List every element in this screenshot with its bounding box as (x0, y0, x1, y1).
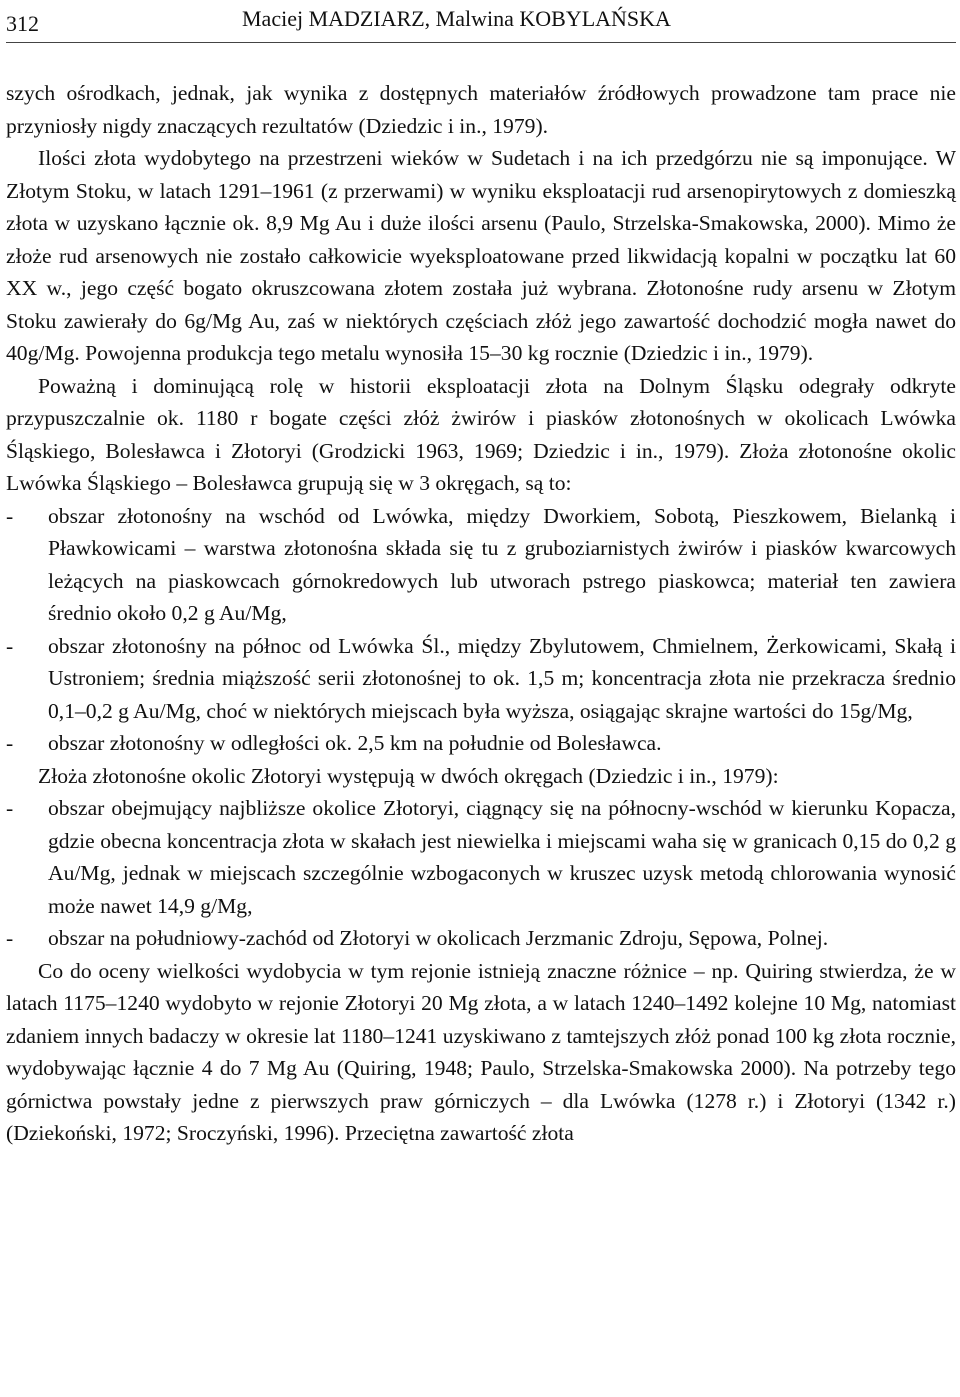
paragraph: Poważną i dominującą rolę w historii eksploatacji złota na Dolnym Śląsku odegrały odkryte przypuszczalnie ok. 1180 r bogate części złóż żwirów i piasków złotonośnych w okolicach Lwówka Śląskiego, Bolesławca i Złotoryi (Grodzicki 1963, 1969; Dziedzic i in., 1979). Złoża złotonośne okolic Lwówka Śląskiego – Bolesławca grupują się w 3 okręgach, są to: (6, 373, 956, 495)
list-item (6, 500, 956, 630)
list-item-text: obszar złotonośny na wschód od Lwówka, między Dworkiem, Sobotą, Pieszkowem, Bielanką i Pławkowicami – warstwa złotonośna składa się tu z gruboziarnistych żwirów i piasków kwarcowych leżących na piaskowcach górnokredowych lub utworach pstrego piaskowca; materiał ten zawiera średnio około 0,2 g Au/Mg, (48, 503, 956, 625)
list-item (6, 922, 956, 955)
paragraph: szych ośrodkach, jednak, jak wynika z dostępnych materiałów źródłowych prowadzone tam prace nie przyniosły nigdy znaczących rezultatów (Dziedzic i in., 1979). (6, 81, 956, 138)
bullet-list (6, 792, 956, 955)
header-rule (6, 42, 956, 43)
list-item (6, 792, 956, 922)
paragraph: Ilości złota wydobytego na przestrzeni wieków w Sudetach i na ich przedgórzu nie są imponujące. W Złotym Stoku, w latach 1291–1961 (z przerwami) w wyniku eksploatacji rud arsenopirytowych z domieszką złota w uzyskano łącznie ok. 8,9 Mg Au i duże ilości arsenu (Paulo, Strzelska-Smakowska, 2000). Mimo że złoże rud arsenowych nie zostało całkowicie wyeksploatowane przed likwidacją kopalni w początku lat 60 XX w., jego część bogato okruszcowana złotem została już wybrana. Złotonośne rudy arsenu w Złotym Stoku zawierały do 6g/Mg Au, zaś w niektórych częściach złóż jego zawartość dochodzić mogła nawet do 40g/Mg. Powojenna produkcja tego metalu wynosiła 15–30 kg rocznie (Dziedzic i in., 1979). (6, 146, 956, 365)
paragraph: Co do oceny wielkości wydobycia w tym rejonie istnieją znaczne różnice – np. Quiring stwierdza, że w latach 1175–1240 wydobyto w rejonie Złotoryi 20 Mg złota, a w latach 1240–1492 kolejne 10 Mg, natomiast zdaniem innych badaczy w okresie lat 1180–1241 uzyskiwano z tamtejszych złóż ponad 100 kg złota rocznie, wydobywając łącznie 4 do 7 Mg Au (Quiring, 1948; Paulo, Strzelska-Smakowska 2000). Na potrzeby tego górnictwa powstały jedne z pierwszych praw górniczych – dla Lwówka (1278 r.) i Złotoryi (1342 r.) (Dziekoński, 1972; Sroczyński, 1996). Przeciętna zawartość złota (6, 958, 956, 1145)
list-dash: - (6, 633, 14, 658)
list-dash: - (6, 503, 14, 528)
list-item (6, 630, 956, 728)
page-number: 312 (6, 11, 39, 36)
document-page (6, 0, 956, 1150)
body-text (6, 77, 956, 1150)
list-dash: - (6, 926, 14, 950)
list-dash: - (6, 731, 14, 755)
list-item-text: obszar złotonośny w odległości ok. 2,5 km na południe od Bolesławca. (48, 731, 662, 755)
paragraph: Złoża złotonośne okolic Złotoryi występują w dwóch okręgach (Dziedzic i in., 1979): (38, 763, 779, 788)
running-header (6, 0, 956, 46)
list-item-text: obszar na południowy-zachód od Złotoryi w okolicach Jerzmanic Zdroju, Sępowa, Polnej. (48, 926, 829, 950)
list-dash: - (6, 796, 14, 820)
list-item-text: obszar obejmujący najbliższe okolice Złotoryi, ciągnący się na północny-wschód w kierunku Kopacza, gdzie obecna koncentracja złota w skałach jest niewielka i miejscami waha się w granicach 0,15 do 0,2 g Au/Mg, jednak w miejscach szczególnie wzbogaconych w kruszec uzysk metodą chlorowania wynosić może nawet 14,9 g/Mg, (48, 796, 956, 918)
header-authors: Maciej MADZIARZ, Malwina KOBYLAŃSKA (242, 6, 671, 31)
list-item-text: obszar złotonośny na północ od Lwówka Śl., między Zbylutowem, Chmielnem, Żerkowicami, Skałą i Ustroniem; średnia miąższość serii złotonośnej to ok. 1,5 m; koncentracja złota nie przekracza średnio 0,1–0,2 g Au/Mg, choć w niektórych miejscach była wyższa, osiągając skrajne wartości do 15g/Mg, (48, 633, 956, 723)
bullet-list (6, 500, 956, 760)
list-item (6, 727, 956, 760)
